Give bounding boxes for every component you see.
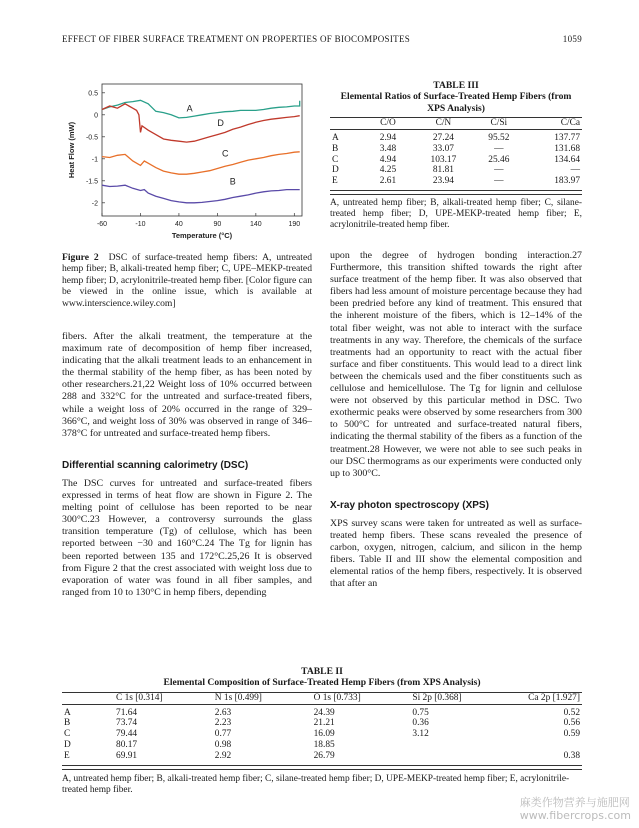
table-2-row — [62, 704, 582, 718]
table-2-cell: 0.75 — [412, 707, 429, 718]
y-tick-label: -1 — [91, 156, 98, 164]
table-2-col-2: N 1s [0.499] — [214, 692, 262, 703]
table-2-col-5: Ca 2p [1.927] — [528, 692, 580, 703]
table-3-title: Elemental Ratios of Surface-Treated Hemp Fibers (from XPS Analysis) — [340, 91, 572, 114]
right-column — [330, 250, 582, 590]
right-paragraph-2: XPS survey scans were taken for untreated as well as surface-treated hemp fibers. These scans revealed the presence of carbon, oxygen, nitrogen, calcium, and silicon in the hemp fibers. Table II and III show the elemental composition and elemental ratios of the hemp fibers, respectively. It is observed that after an — [330, 517, 582, 590]
x-axis-label: Temperature (°C) — [171, 231, 233, 240]
y-tick-label: -0.5 — [85, 134, 98, 142]
series-label-b: B — [229, 176, 236, 187]
table-2-cell: 0.52 — [563, 707, 580, 718]
table-2-col-0 — [62, 692, 114, 704]
table-2-cell: 0.38 — [563, 750, 580, 761]
table-2-cell: D — [64, 740, 71, 750]
table-2-cell: 79.44 — [116, 729, 138, 740]
heading-dsc: Differential scanning calorimetry (DSC) — [62, 459, 249, 471]
table-3-cell: 95.52 — [488, 133, 510, 144]
table-2-cell: 24.39 — [313, 707, 335, 718]
figure-2-caption — [62, 252, 312, 309]
table-2-col-3: O 1s [0.733] — [313, 692, 361, 703]
table-2-cell: 2.63 — [214, 707, 232, 718]
x-tick-label: 190 — [288, 221, 301, 228]
x-tick-label: 140 — [250, 221, 262, 228]
dsc-plot — [62, 78, 312, 248]
table-3-col-4: C/Ca — [560, 118, 580, 129]
running-title: EFFECT OF FIBER SURFACE TREATMENT ON PROPERTIES OF BIOCOMPOSITES — [62, 34, 411, 44]
series-line-b — [102, 185, 300, 203]
table-2-note: A, untreated hemp fiber; B, alkali-treated hemp fiber; C, silane-treated hemp fiber; D, UPE-MEKP-treated hemp fiber; E, acrylonitrile-treated hemp fiber. — [62, 769, 582, 796]
table-2-cell: 0.77 — [214, 729, 232, 740]
table-3-row — [330, 176, 582, 190]
table-3 — [330, 80, 582, 232]
left-column — [62, 331, 312, 599]
table-3-cell: E — [332, 176, 338, 187]
table-2-cell — [509, 740, 582, 751]
table-3-cell: 2.61 — [379, 176, 397, 187]
table-3-cell: 134.64 — [554, 154, 580, 165]
series-line-a — [102, 100, 300, 118]
x-tick-label: -60 — [96, 221, 108, 228]
table-3-cell: 23.94 — [432, 176, 454, 187]
page-number: 1059 — [562, 34, 582, 44]
table-2-cell: 2.92 — [214, 750, 232, 761]
x-tick-label: 90 — [213, 221, 222, 228]
y-tick-label: -1.5 — [85, 178, 98, 186]
running-header — [62, 34, 582, 44]
table-3-cell: 2.94 — [379, 133, 397, 144]
table-2-row — [62, 751, 582, 765]
table-3-cell: 25.46 — [488, 154, 510, 165]
figure-caption-text: DSC of surface-treated hemp fibers: A, untreated hemp fiber; B, alkali-treated hemp fiber; C, UPE–MEKP-treated hemp fiber; D, acrylonitrile-treated hemp fiber. [Color figure can be viewed in the online issue, which is available at www.interscience.wiley.com] — [62, 252, 313, 309]
table-3-label: TABLE III — [433, 80, 479, 91]
table-2-title: Elemental Composition of Surface-Treated Hemp Fibers (from XPS Analysis) — [163, 677, 481, 689]
table-2-row — [62, 718, 582, 729]
table-3-col-0 — [330, 118, 360, 130]
figure-label: Figure 2 — [62, 252, 99, 263]
left-paragraph-1: fibers. After the alkali treatment, the temperature at the maximum rate of decomposition of hemp fiber increased, indicating that the alkali treatment leads to an enhancement in the thermal stability of the hemp fiber, as has been noted by other researchers.21,22 Weight loss of 10% occurred between 288 and 332°C for the untreated and surface-treated fibers, while a weight loss of 20% occurred in the range of 329–366°C, and weight loss of 30% was observed in range of 346–378°C for untreated and surface-treated hemp fibers. — [62, 331, 312, 439]
table-3-row — [330, 130, 582, 144]
figure-2-chart — [62, 78, 312, 248]
x-tick-label: -10 — [135, 221, 146, 228]
table-2-cell — [410, 740, 509, 751]
table-2 — [62, 666, 582, 796]
table-2-cell: 73.74 — [116, 718, 138, 729]
table-2-cell: 71.64 — [116, 707, 138, 718]
table-2-cell: B — [64, 718, 71, 729]
y-axis-label: Heat Flow (mW) — [67, 121, 76, 179]
table-2-cell: 80.17 — [116, 740, 138, 750]
table-3-col-3: C/Si — [490, 118, 508, 129]
table-3-cell: — — [494, 143, 504, 154]
table-3-cell: B — [332, 143, 339, 154]
table-2-cell: 69.91 — [116, 750, 138, 761]
table-3-col-2: C/N — [435, 118, 452, 129]
table-2-cell: 0.56 — [563, 718, 580, 729]
table-3-cell: — — [494, 165, 504, 176]
table-2-row — [62, 740, 582, 751]
table-3-row — [330, 165, 582, 176]
table-3-cell: 4.25 — [379, 165, 397, 176]
table-3-note: A, untreated hemp fiber; B, alkali-treated hemp fiber; C, silane-treated hemp fiber; D, UPE-MEKP-treated hemp fiber; E, acrylonitrile-treated hemp fiber. — [330, 194, 582, 232]
table-2-cell: 0.59 — [563, 729, 580, 740]
y-tick-label: -2 — [91, 200, 98, 208]
table-2-cell: E — [64, 750, 70, 761]
table-3-header-row — [330, 118, 582, 130]
series-label-d: D — [217, 117, 224, 128]
table-3-cell: 4.94 — [379, 154, 397, 165]
table-2-row — [62, 729, 582, 740]
table-2-cell: 0.98 — [214, 740, 232, 750]
table-2-cell: A — [64, 707, 71, 718]
table-2-col-1: C 1s [0.314] — [116, 692, 163, 703]
series-line-d — [102, 104, 300, 142]
table-2-label: TABLE II — [301, 666, 343, 677]
table-3-cell: 137.77 — [554, 133, 580, 144]
y-tick-label: 0 — [94, 112, 98, 120]
table-3-cell: 81.81 — [432, 165, 454, 176]
series-label-a: A — [186, 103, 193, 114]
y-tick-label: 0.5 — [88, 90, 98, 98]
table-2-cell: C — [64, 729, 71, 740]
table-3-cell: 27.24 — [432, 133, 454, 144]
plot-frame — [102, 84, 302, 216]
table-3-cell: — — [494, 176, 504, 187]
table-3-cell: D — [332, 165, 339, 176]
table-3-cell: 103.17 — [430, 154, 457, 165]
right-paragraph-1: upon the degree of hydrogen bonding interaction.27 Furthermore, this transition shifted towards the right after surface treatment of the hemp fiber. It was also observed that fibers had less amount of moisture percentage because they had been predried before any kind of treatment. This ensured that the inherent moisture of the fibers, which is 12–14% of the total fiber weight, was not able to interact with the surface treatments in any way. Therefore, the chemicals of the surface treatments had an opportunity to react with the actual fiber surface and fiber constituents. This would lead to a direct link between the chemicals used and the fiber constituents such as cellulose and hemicellulose. The Tg for lignin and cellulose were not observed by this particular method in DSC. Two exothermic peaks were observed by some researchers from 300 to 500°C for untreated and surface-treated natural fibers, indicating the thermal stability of the fibers as a function of the treatment.28 However, we were not able to see such peaks in our DSC thermograms as our experiments were conducted only up to 300°C. — [330, 250, 582, 479]
table-3-cell: 183.97 — [554, 176, 580, 187]
table-2-cell: 16.09 — [313, 729, 335, 740]
table-3-cell: — — [570, 165, 580, 176]
heading-xps: X-ray photon spectroscopy (XPS) — [330, 499, 489, 511]
table-2-cell: 0.36 — [412, 718, 429, 729]
table-3-row — [330, 144, 582, 155]
watermark-text: 麻类作物营养与施肥网 www.fibercrops.com — [519, 796, 631, 822]
series-line-c — [102, 152, 300, 174]
table-2-cell: 21.21 — [313, 718, 335, 729]
table-3-cell: 131.68 — [554, 143, 580, 154]
table-2-cell: 18.85 — [313, 740, 335, 750]
table-2-grid — [62, 692, 582, 766]
table-3-cell: C — [332, 154, 339, 165]
table-3-grid — [330, 117, 582, 191]
table-3-cell: A — [332, 133, 339, 144]
table-3-cell: 3.48 — [379, 143, 397, 154]
table-2-cell: 26.79 — [313, 750, 335, 761]
table-2-col-4: Si 2p [0.368] — [412, 692, 462, 703]
table-3-row — [330, 155, 582, 166]
left-paragraph-2: The DSC curves for untreated and surface-treated fibers expressed in terms of heat flow are shown in Figure 2. The melting point of cellulose has been reported to be near 300°C.23 However, a controversy surrounds the glass transition temperature (Tg) of cellulose, which has been reported between −30 and 160°C.24 The Tg for lignin has been reported between 135 and 172°C.25,26 It is observed from Figure 2 that the crest associated with weight loss due to evaporation of water was found in all fiber samples, and ranged from 10 to 130°C in hemp fibers, depending — [62, 477, 312, 598]
table-3-col-1: C/O — [380, 118, 396, 129]
table-2-cell — [410, 751, 509, 765]
table-3-cell: 33.07 — [432, 143, 454, 154]
series-label-c: C — [222, 148, 229, 159]
table-2-cell: 2.23 — [214, 718, 232, 729]
table-2-header-row — [62, 692, 582, 704]
x-tick-label: 40 — [175, 221, 183, 228]
table-2-cell: 3.12 — [412, 729, 429, 740]
